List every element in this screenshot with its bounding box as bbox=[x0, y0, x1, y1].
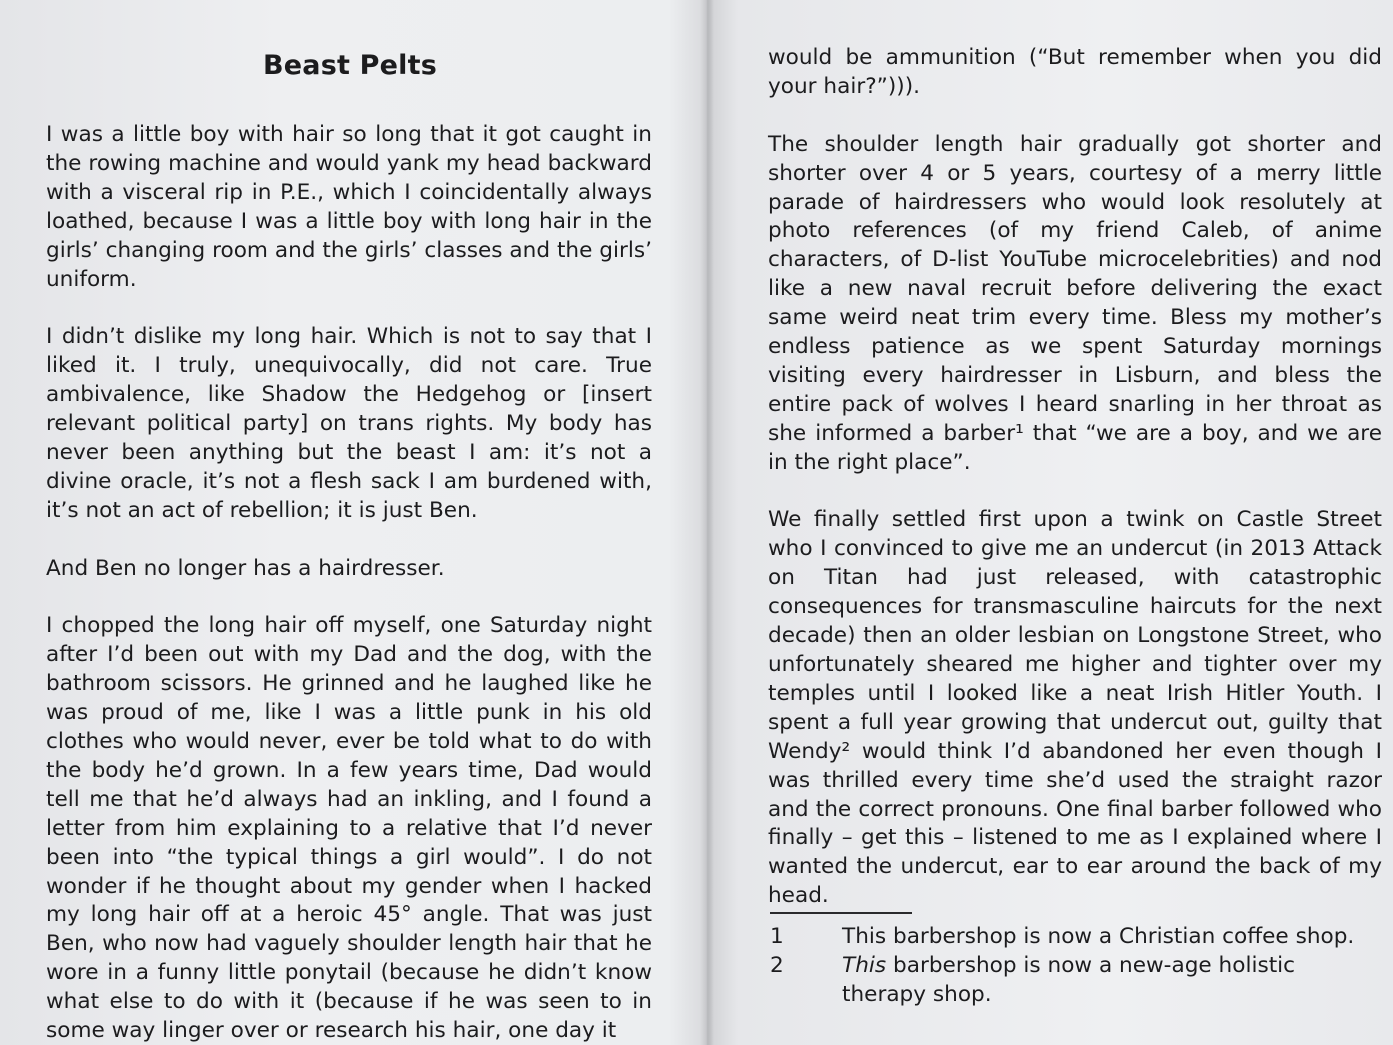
page-title: Beast Pelts bbox=[262, 50, 438, 81]
book-gutter bbox=[700, 0, 714, 1045]
right-text-column bbox=[768, 44, 1382, 940]
footnote bbox=[770, 951, 1382, 1009]
paragraph: I chopped the long hair off myself, one Saturday night after I’d been out with my Dad and the dog, with the bathroom scissors. He grinned and he laughed like he was proud of me, like I was a little punk in his old clothes who would never, ever be told what to do with the body he’d grown. In a few years time, Dad would tell me that he’d always had an inkling, and I found a letter from him explaining to a relative that I’d never been into “the typical things a girl would”. I do not wonder if he thought about my gender when I hacked my long hair off at a heroic 45° angle. That was just Ben, who now had vaguely shoulder length hair that he wore in a funny little ponytail (because he didn’t know what else to do with it (because if he was seen to in some way linger over or research his hair, one day it bbox=[46, 613, 652, 1044]
footnote-emphasis: This bbox=[842, 953, 887, 978]
footnote-text bbox=[842, 951, 1382, 1009]
footnote-body: This barbershop is now a Christian coffee shop. bbox=[842, 924, 1355, 949]
footnotes bbox=[770, 922, 1382, 1009]
paragraph: The shoulder length hair gradually got shorter and shorter over 4 or 5 years, courtesy of a merry little parade of hairdressers who would look resolutely at photo references (of my friend Caleb, of anime characters, of D-list YouTube microcelebrities) and nod like a new naval recruit before delivering the exact same weird neat trim every time. Bless my mother’s endless patience as we spent Saturday mornings visiting every hairdresser in Lisburn, and bless the entire pack of wolves I heard snarling in her throat as she informed a barber¹ that “we are a boy, and we are in the right place”. bbox=[768, 131, 1382, 475]
footnote-number: 1 bbox=[770, 924, 784, 949]
footnote-number: 2 bbox=[770, 953, 784, 978]
paragraph: And Ben no longer has a hairdresser. bbox=[46, 555, 445, 581]
paragraph: I didn’t dislike my long hair. Which is not to say that I liked it. I truly, unequivocally, did not care. True ambivalence, like Shadow the Hedgehog or [insert relevant political party] on trans rights. My body has never been anything but the beast I am: it’s not a divine oracle, it’s not a flesh sack I am burdened with, it’s not an act of rebellion; it is just Ben. bbox=[46, 324, 652, 523]
footnote-text bbox=[842, 922, 1382, 951]
paragraph: would be ammunition (“But remember when you did your hair?”))). bbox=[768, 45, 1382, 99]
paragraph: We finally settled first upon a twink on Castle Street who I convinced to give me an undercut (in 2013 Attack on Titan had just released, with catastrophic consequences for transmasculine haircuts for the next decade) then an older lesbian on Longstone Street, who unfortunately sheared me higher and tighter over my temples until I looked like a neat Irish Hitler Youth. I spent a full year growing that undercut out, guilty that Wendy² would think I’d abandoned her even though I was thrilled every time she’d used the straight razor and the correct pronouns. One final barber followed who finally – get this – listened to me as I explained where I wanted the undercut, ear to ear around the back of my head. bbox=[768, 507, 1382, 909]
footnote-body: barbershop is now a new-age holistic therapy shop. bbox=[842, 953, 1296, 1007]
left-text-column bbox=[46, 121, 652, 1045]
paragraph: I was a little boy with hair so long that it got caught in the rowing machine and would yank my head backward with a visceral rip in P.E., which I coincidentally always loathed, because I was a little boy with long hair in the girls’ changing room and the girls’ classes and the girls’ uniform. bbox=[46, 122, 652, 292]
footnote bbox=[770, 922, 1382, 951]
right-page bbox=[714, 0, 1393, 1045]
footnote-divider bbox=[770, 912, 912, 914]
